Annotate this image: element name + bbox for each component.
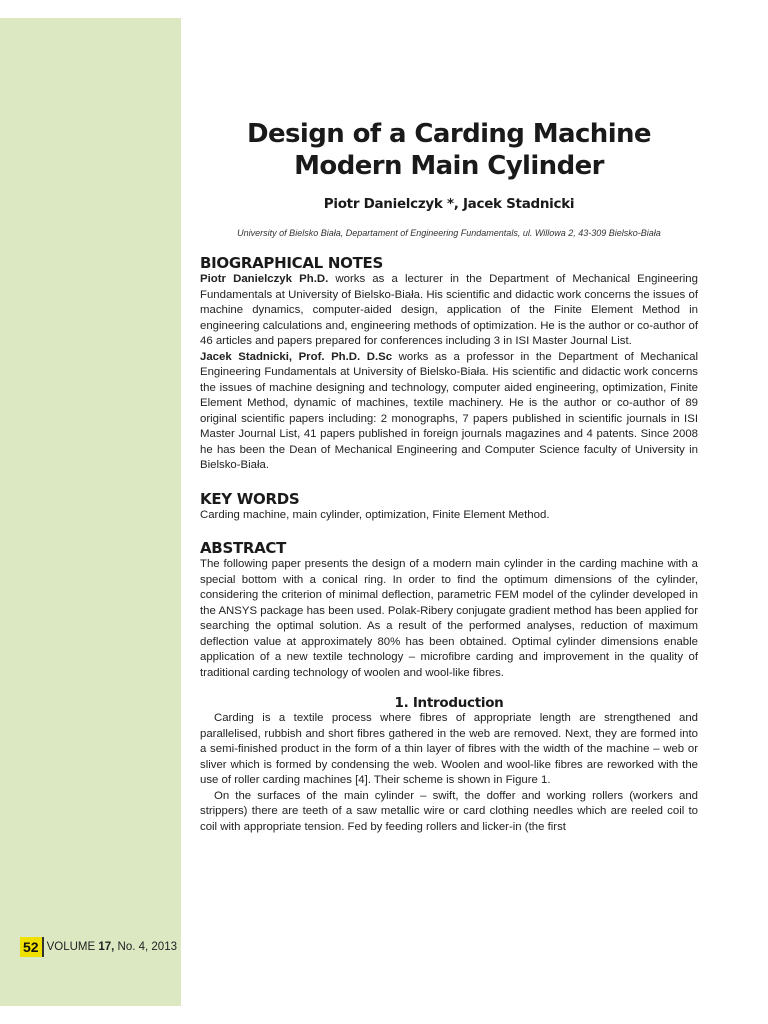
page-number: 52 <box>20 937 44 957</box>
author-affiliation: University of Bielsko Biała, Departament of Engineering Fundamentals, ul. Willowa 2, 43-309 Bielsko-Biała <box>237 228 661 238</box>
bio-paragraph-1 <box>200 272 698 350</box>
side-color-panel <box>0 18 181 1006</box>
volume-label: VOLUME <box>46 941 99 953</box>
journal-volume <box>47 941 177 953</box>
page-footer <box>20 937 177 957</box>
volume-number: 17, <box>98 941 115 953</box>
introduction-paragraph-2: On the surfaces of the main cylinder – swift, the doffer and working rollers (workers and strippers) there are teeth of a saw metallic wire or card clothing needles which are reeled coil to coil with appropriate tension. Fed by feeding rollers and licker-in (the first <box>200 789 698 833</box>
bio-name-1: Piotr Danielczyk Ph.D. <box>200 273 329 285</box>
article-title: Design of a Carding Machine Modern Main Cylinder <box>247 119 651 181</box>
abstract-text: The following paper presents the design of a modern main cylinder in the carding machine with a special bottom with a conical ring. In order to find the optimum dimensions of the cylinder, considering the criterion of minimal deflection, parametric FEM model of the cylinder developed in the ANSYS package has been used. Polak-Ribery conjugate gradient method has been applied for searching the optimal solution. As a result of the performed analyses, reduction of maximum deflection value at approximately 80% has been obtained. Optimal cylinder dimensions enable application of a new textile technology – microfibre carding and improvement in the quality of traditional carding technology of woolen and wool-like fibres. <box>200 558 698 679</box>
bio-name-2: Jacek Stadnicki, Prof. Ph.D. D.Sc <box>200 350 393 363</box>
issue-info: No. 4, 2013 <box>114 941 177 953</box>
article-authors: Piotr Danielczyk *, Jacek Stadnicki <box>323 196 575 212</box>
introduction-heading: 1. Introduction <box>394 695 504 711</box>
keywords-text: Carding machine, main cylinder, optimization, Finite Element Method. <box>200 508 550 521</box>
bio-text-1: works as a lecturer in the Department of Mechanical Engineering Fundamentals at University of Bielsko-Biała. His scientific and didactic work concerns the issues of machine dynamics, computer-aided design, application of the Finite Element Method in engineering calculations and, engineering methods of optimization. He is the author or co-author of 46 articles and papers prepared for conferences including 3 in ISI Master Journal List. <box>200 273 698 347</box>
introduction-paragraph-1: Carding is a textile process where fibres of appropriate length are strengthened and parallelised, rubbish and short fibres gathered in the web are removed. Next, they are formed into a semi-finished product in the form of a thin layer of fibres with the width of the machine – web or sliver which is formed by condensing the web. Woolen and wool-like fibres are reworked with the use of roller carding machines [4]. Their scheme is shown in Figure 1. <box>200 712 698 786</box>
keywords-heading: KEY WORDS <box>200 489 300 508</box>
bio-text-2: works as a professor in the Department of Mechanical Engineering Fundamentals at University of Bielsko-Biała. His scientific and didactic work concerns the issues of machine designing and technology, computer aided engineering, optimization, Finite Element Method, dynamic of machines, textile machinery. He is the author or co-author of 89 original scientific papers including: 2 monographs, 7 papers published in scientific journals in ISI Master Journal List, 41 papers published in foreign journals magazines and 4 patents. Since 2008 he has been the Dean of Mechanical Engineering and Computer Science faculty of University in Bielsko-Biała. <box>200 350 698 471</box>
abstract-heading: ABSTRACT <box>200 539 287 557</box>
article-body <box>200 118 698 835</box>
bio-paragraph-2 <box>200 350 698 474</box>
bio-heading: BIOGRAPHICAL NOTES <box>200 254 383 272</box>
